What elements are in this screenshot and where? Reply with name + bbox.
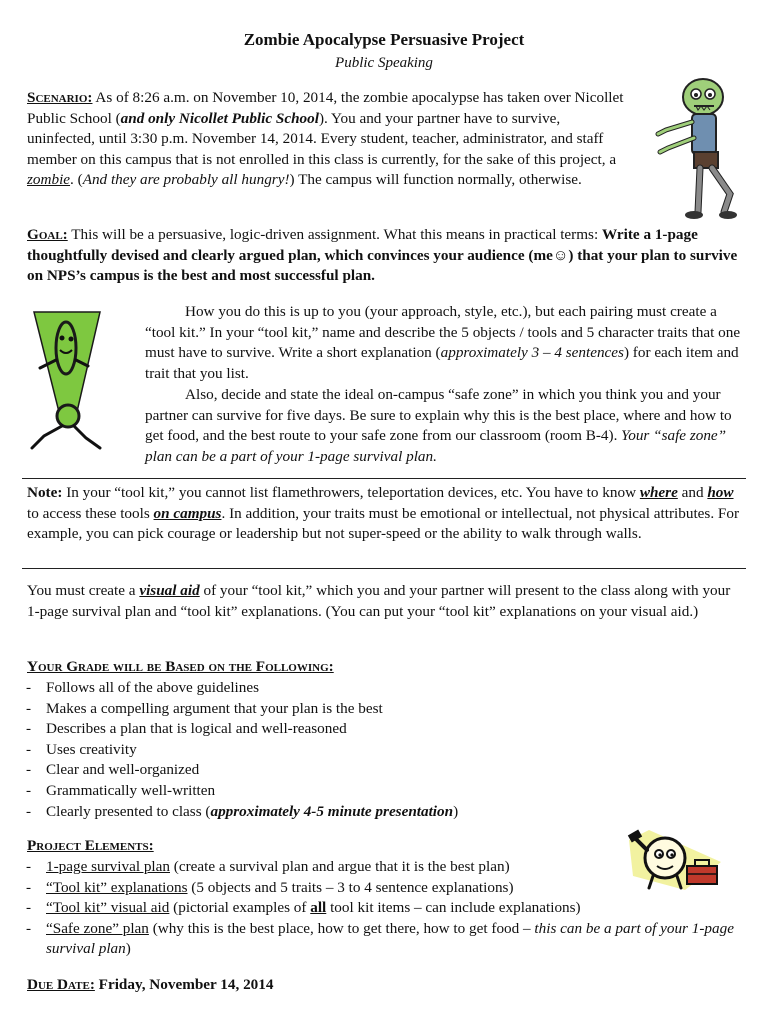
grade-item: - Uses creativity <box>0 740 740 761</box>
grade-item: - Describes a plan that is logical and well-reasoned <box>0 719 740 740</box>
page-title: Zombie Apocalypse Persuasive Project <box>243 30 525 49</box>
grade-item: - Makes a compelling argument that your plan is the best <box>0 699 740 720</box>
safe-zone-paragraph: Also, decide and state the ideal on-campus “safe zone” in which you think you and your partner can survive for five days. Be sure to explain why this is the best place, where and how to get food, and the best route to your safe zone from our classroom (room B-4). Your “safe zone” plan can be a part of your 1-page survival plan. <box>145 386 732 465</box>
note-paragraph: Note: In your “tool kit,” you cannot list flamethrowers, teleportation devices, etc. You have to know where and how to access these tools on campus. In addition, your traits must be emotional or intellectual, not physical attributes. For example, you can pick courage or leadership but not super-speed or the ability to walk through walls. <box>27 484 740 543</box>
grade-item: - Clearly presented to class (approximately 4-5 minute presentation) <box>0 802 740 823</box>
goal-heading: Goal: <box>27 226 68 243</box>
grade-list <box>0 678 740 822</box>
zombie-illustration <box>648 72 748 222</box>
goal-paragraph: Goal: This will be a persuasive, logic-driven assignment. What this means in practical terms: Write a 1-page thoughtfully devised and clearly argued plan, which convinces your audience (me☺) that your plan to survive on NPS’s campus is the best and most successful plan. <box>27 226 738 285</box>
scenario-paragraph: Scenario: As of 8:26 a.m. on November 10, 2014, the zombie apocalypse has taken over Nicollet Public School (and only Nicollet Public School). You and your partner have to survive, uninfected, until 3:30 p.m. November 14, 2014. Every student, teacher, administrator, and staff member on this campus that is not enrolled in this class is currently, for the sake of this project, a zombie. (And they are probably all hungry!) The campus will function normally, otherwise. <box>27 89 624 189</box>
exclamation-figure-illustration <box>22 308 122 458</box>
note-label: Note: <box>27 484 63 501</box>
due-date-value: Friday, November 14, 2014 <box>94 976 274 993</box>
element-item: - “Tool kit” visual aid (pictorial examples of all tool kit items – can include explanations) <box>0 898 745 919</box>
grade-item: - Grammatically well-written <box>0 781 740 802</box>
toolkit-paragraph: How you do this is up to you (your approach, style, etc.), but each pairing must create a “tool kit.” In your “tool kit,” name and describe the 5 objects / tools and 5 character traits that one must have to survive. Write a short explanation (approximately 3 – 4 sentences) for each item and trait that you list. <box>145 303 741 382</box>
scenario-heading: Scenario: <box>27 89 93 106</box>
element-item: - “Tool kit” explanations (5 objects and 5 traits – 3 to 4 sentence explanations) <box>0 878 745 899</box>
due-date <box>27 975 745 996</box>
grade-item: - Follows all of the above guidelines <box>0 678 740 699</box>
grade-item: - Clear and well-organized <box>0 760 740 781</box>
divider-top <box>22 478 746 479</box>
visual-aid-paragraph: You must create a visual aid of your “tool kit,” which you and your partner will present to the class along with your 1-page survival plan and “tool kit” explanations. (You can put your “tool kit” explanations on your visual aid.) <box>27 582 731 620</box>
page-subtitle: Public Speaking <box>335 55 433 71</box>
due-date-heading: Due Date: <box>27 976 95 993</box>
element-item: - “Safe zone” plan (why this is the best place, how to get there, how to get food – this can be a part of your 1-page survival plan) <box>0 919 745 960</box>
divider-bottom <box>22 568 746 569</box>
grade-heading: Your Grade will be Based on the Following: <box>27 658 334 675</box>
element-item: - 1-page survival plan (create a survival plan and argue that it is the best plan) <box>0 857 745 878</box>
elements-heading: Project Elements: <box>27 837 154 854</box>
toolbox-character-illustration <box>625 826 725 894</box>
